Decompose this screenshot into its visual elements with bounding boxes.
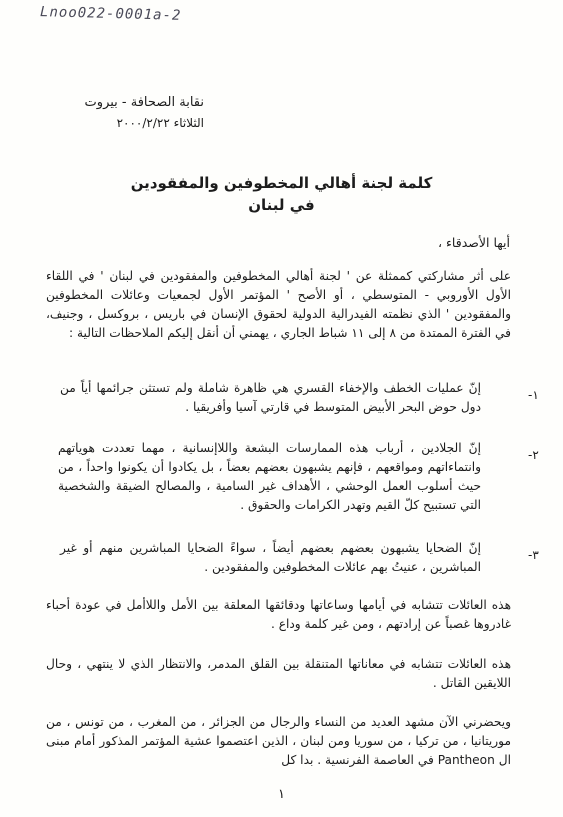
intro-paragraph: على أثر مشاركتي كممثلة عن ' لجنة أهالي المخطوفين والمفقودين في لبنان ' في اللقاء الأول الأوروبي - المتوسطي ، أو الأصح ' المؤتمر الأول لجمعيات وعائلات المخطوفين والمفقودين ' الذي نظمته الفيدرالية الدولية لحقوق الإنسان في باريس ، بروكسل ، وجنيف، في الفترة الممتدة من ٨ إلى ١١ شباط الجاري ، يهمني أن أنقل إليكم الملاحظات التالية : [46, 269, 511, 340]
body-paragraph-2: هذه العائلات تتشابه في معاناتها المتنقلة بين القلق المدمر، والانتظار الذي لا ينتهي ، وحال اللايقين القاتل . [46, 657, 511, 690]
title-line-1: كلمة لجنة أهالي المخطوفين والمفقودين [130, 174, 433, 192]
item-number-2: ٢- [528, 448, 539, 462]
salutation: أيها الأصدقاء ، [438, 235, 510, 250]
title-line-2: في لبنان [248, 196, 315, 214]
item-text-2: إنّ الجلادين ، أرباب هذه الممارسات البشعة واللاإنسانية ، مهما تعددت هوياتهم وانتماءاتهم ومواقعهم ، فإنهم يشبهون بعضهم بعضاً ، بل يكادوا أن يكونوا واحداً ، من حيث أسلوب العمل الوحشي ، الأهداف غير السامية ، والمصالح الضيقة والشخصية التي تستبيح كلّ القيم وتهدر الكرامات والحقوق . [58, 441, 481, 512]
item-number-1: ١- [528, 388, 539, 402]
item-number-3: ٣- [528, 548, 539, 562]
header-venue: نقابة الصحافة - بيروت [84, 95, 204, 110]
handwritten-reference-number: Lnoo022-0001a-2 [39, 4, 182, 24]
page-number: ١ [278, 787, 285, 802]
item-text-1: إنّ عمليات الخطف والإخفاء القسري هي ظاهرة شاملة ولم تستثن جرائمها أياً من دول حوض البحر الأبيض المتوسط في قارتي آسيا وأفريقيا . [60, 381, 481, 414]
body-paragraph-3: ويحضرني الآن مشهد العديد من النساء والرجال من الجزائر ، من المغرب ، من تونس ، من موريتانيا ، من تركيا ، من سوريا ومن لبنان ، الذين اعتصموا عشية المؤتمر المذكور أمام مبنى ال Pantheon في العاصمة الفرنسية . بدا كل [46, 715, 511, 767]
header-date: الثلاثاء ٢٠٠٠/٢/٢٢ [116, 116, 204, 130]
body-paragraph-1: هذه العائلات تتشابه في أيامها وساعاتها ودقائقها المعلقة بين الأمل واللاأمل في عودة أحباء غادروها غصباً عن إرادتهم ، ومن غير كلمة وداع . [46, 598, 511, 631]
item-text-3: إنّ الضحايا يشبهون بعضهم بعضهم أيضاً ، سواءً الضحايا المباشرين منهم أو غير المباشرين ، عنيتُ بهم عائلات المخطوفين والمفقودين . [60, 541, 481, 574]
